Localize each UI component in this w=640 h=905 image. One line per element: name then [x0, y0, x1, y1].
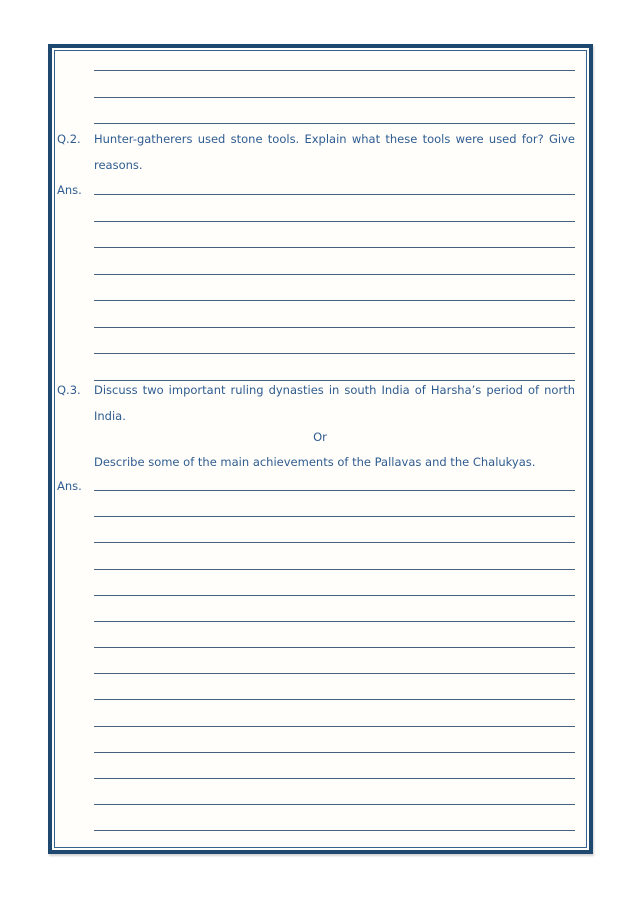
- question-text-q3: [94, 378, 575, 429]
- answer-blank-line: [94, 248, 575, 275]
- answer-blank-line: [94, 45, 575, 72]
- answer-blank-line: [94, 491, 575, 517]
- answer-blank-line: [94, 648, 575, 674]
- answer-label-q2: Ans.: [57, 183, 82, 197]
- answer-blank-line: [94, 674, 575, 700]
- answer-blank-line: [94, 71, 575, 98]
- question-text-line: reasons.: [94, 157, 143, 172]
- answer-blank-line: [94, 622, 575, 648]
- question-number-q2: Q.2.: [57, 132, 81, 146]
- question-text-line: Hunter-gatherers used stone tools. Explain what these tools were used for? Give: [94, 132, 575, 146]
- answer-blank-line: [94, 596, 575, 622]
- question-text-line: India.: [94, 408, 126, 423]
- alt-question-text-q3: Describe some of the main achievements of the Pallavas and the Chalukyas.: [94, 454, 536, 469]
- answer-blank-line: [94, 354, 575, 381]
- answer-blank-line: [94, 98, 575, 125]
- answer-blank-line: [94, 543, 575, 569]
- answer-blank-line: [94, 328, 575, 355]
- answer-lines-q3: [94, 465, 575, 832]
- answer-label-q3: Ans.: [57, 479, 82, 493]
- answer-blank-line: [94, 727, 575, 753]
- answer-blank-line: [94, 195, 575, 222]
- answer-blank-line: [94, 169, 575, 196]
- continuation-answer-lines: [94, 45, 575, 125]
- answer-blank-line: [94, 779, 575, 805]
- answer-blank-line: [94, 301, 575, 328]
- answer-blank-line: [94, 465, 575, 491]
- question-number-q3: Q.3.: [57, 383, 81, 397]
- answer-blank-line: [94, 570, 575, 596]
- answer-lines-q2: [94, 169, 575, 381]
- answer-blank-line: [94, 700, 575, 726]
- answer-blank-line: [94, 753, 575, 779]
- or-separator: Or: [313, 430, 327, 444]
- answer-blank-line: [94, 805, 575, 831]
- answer-blank-line: [94, 275, 575, 302]
- answer-blank-line: [94, 222, 575, 249]
- answer-blank-line: [94, 517, 575, 543]
- question-text-line: Discuss two important ruling dynasties in south India of Harsha’s period of north: [94, 383, 575, 397]
